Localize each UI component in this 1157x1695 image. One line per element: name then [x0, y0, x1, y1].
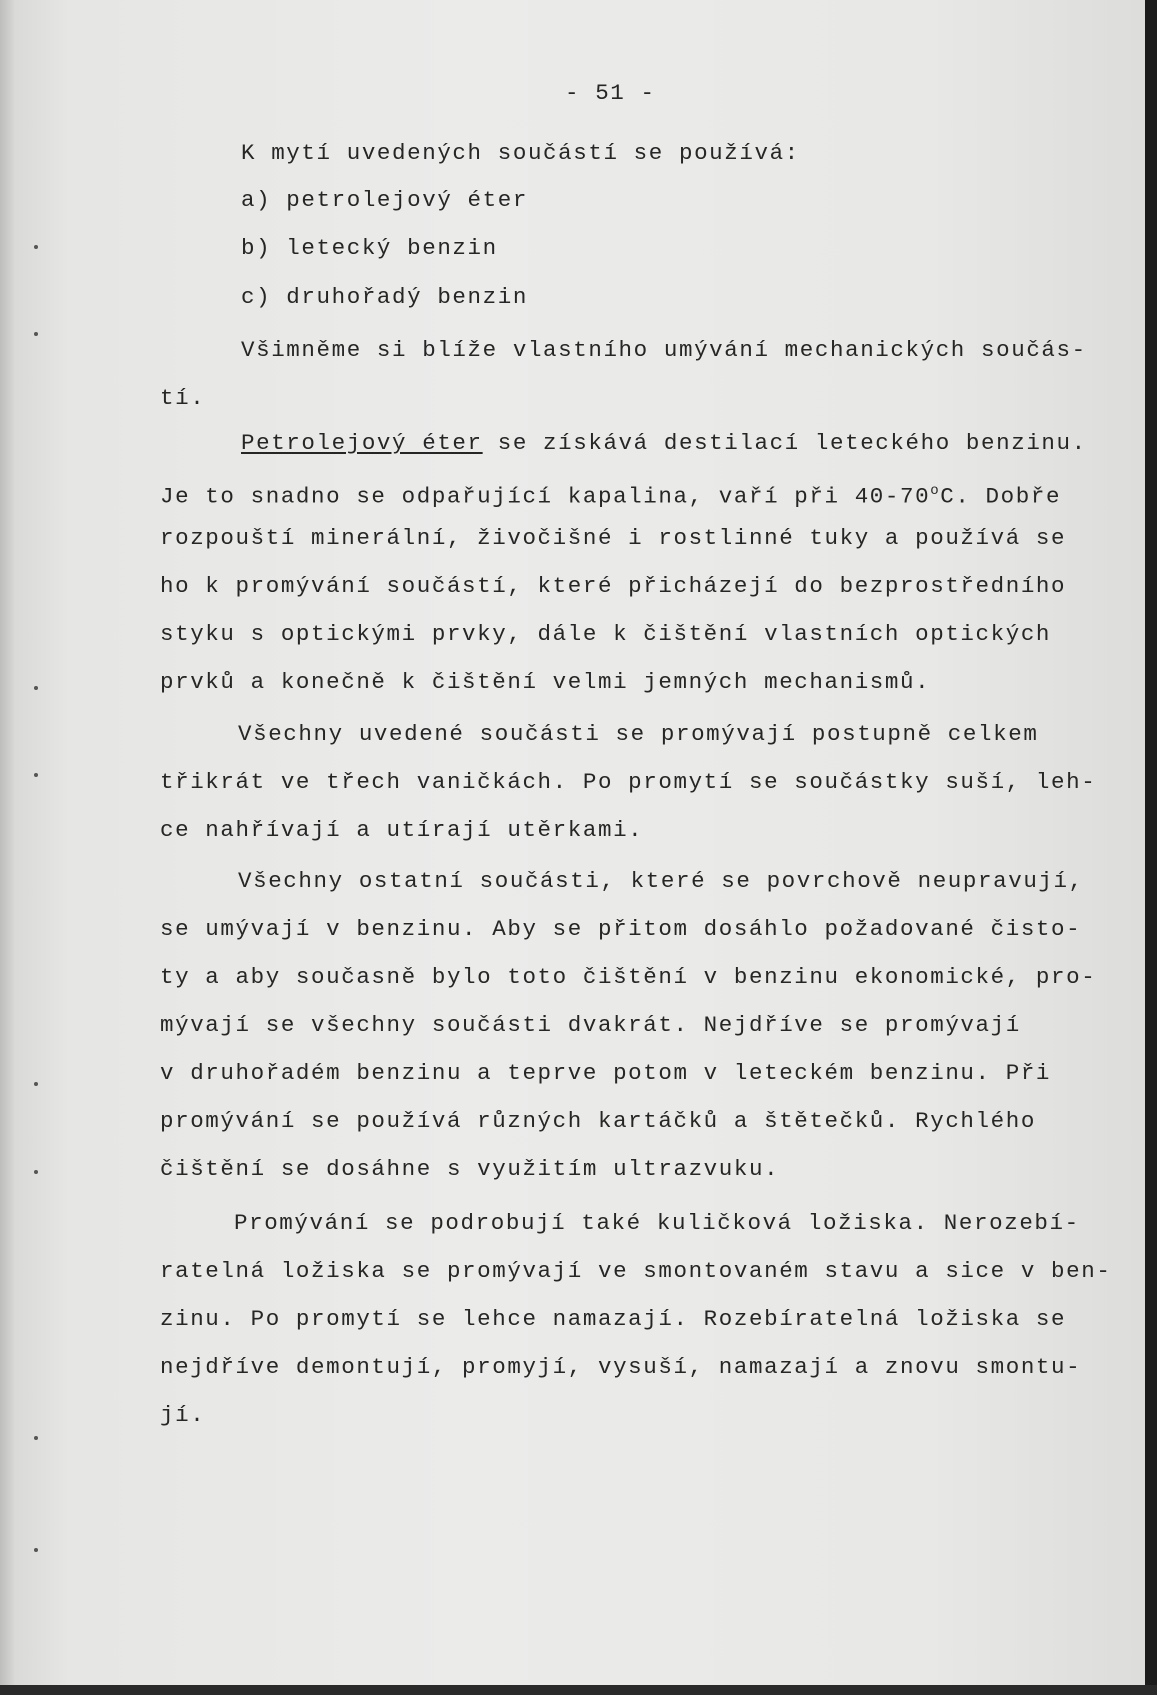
text-line: K mytí uvedených součástí se používá: [241, 140, 800, 166]
text-line: rozpouští minerální, živočišné i rostlinné tuky a používá se [160, 525, 1067, 551]
underlined-term: Petrolejový éter [241, 430, 483, 456]
text-line: Promývání se podrobují také kuličková ložiska. Nerozebí- [234, 1210, 1080, 1236]
page-left-shadow [0, 0, 14, 1695]
text-line: se umývají v benzinu. Aby se přitom dosáhlo požadované čisto- [160, 916, 1082, 942]
margin-dot [34, 773, 38, 777]
text-line: v druhořadém benzinu a teprve potom v leteckém benzinu. Při [160, 1060, 1052, 1086]
text-line: ratelná ložiska se promývají ve smontovaném stavu a sice v ben- [160, 1258, 1112, 1284]
list-item: b) letecký benzin [241, 235, 498, 261]
scan-right-border [1145, 0, 1157, 1695]
text-line-continuation: se získává destilací leteckého benzinu. [482, 430, 1087, 456]
margin-dot [34, 686, 38, 690]
text-line: Všimněme si blíže vlastního umývání mechanických součás- [241, 337, 1087, 363]
margin-dot [34, 1170, 38, 1174]
text-line-part: Je to snadno se odpařující kapalina, vaří při 40-70 [160, 483, 931, 510]
margin-dot [34, 1548, 38, 1552]
margin-dot [34, 1436, 38, 1440]
text-line: prvků a konečně k čištění velmi jemných mechanismů. [160, 669, 931, 695]
margin-dot [34, 245, 38, 249]
text-line [160, 476, 1061, 512]
list-item: a) petrolejový éter [241, 187, 528, 213]
margin-dot [34, 332, 38, 336]
text-line: styku s optickými prvky, dále k čištění vlastních optických [160, 621, 1052, 647]
text-line: ty a aby současně bylo toto čištění v benzinu ekonomické, pro- [160, 964, 1097, 990]
text-line: zinu. Po promytí se lehce namazají. Rozebíratelná ložiska se [160, 1306, 1067, 1332]
text-line: tí. [160, 385, 206, 411]
text-line: ho k promývání součástí, které přicházejí do bezprostředního [160, 573, 1067, 599]
text-line: třikrát ve třech vaničkách. Po promytí se součástky suší, leh- [160, 769, 1097, 795]
list-item: c) druhořadý benzin [241, 284, 528, 310]
text-line: promývání se používá různých kartáčků a štětečků. Rychlého [160, 1108, 1036, 1134]
text-line: čištění se dosáhne s využitím ultrazvuku. [160, 1156, 780, 1182]
text-line-part: C. Dobře [940, 483, 1062, 510]
text-line [241, 428, 1087, 458]
text-line: ce nahřívají a utírají utěrkami. [160, 817, 644, 843]
page-number: - 51 - [565, 80, 656, 106]
text-line: jí. [160, 1402, 206, 1428]
text-line: nejdříve demontují, promyjí, vysuší, namazají a znovu smontu- [160, 1354, 1082, 1380]
text-line: Všechny ostatní součásti, které se povrchově neupravují, [238, 868, 1084, 894]
scan-bottom-border [0, 1685, 1157, 1695]
degree-superscript: o [930, 483, 941, 499]
margin-dot [34, 1082, 38, 1086]
text-line: mývají se všechny součásti dvakrát. Nejdříve se promývají [160, 1012, 1021, 1038]
text-line: Všechny uvedené součásti se promývají postupně celkem [238, 721, 1039, 747]
